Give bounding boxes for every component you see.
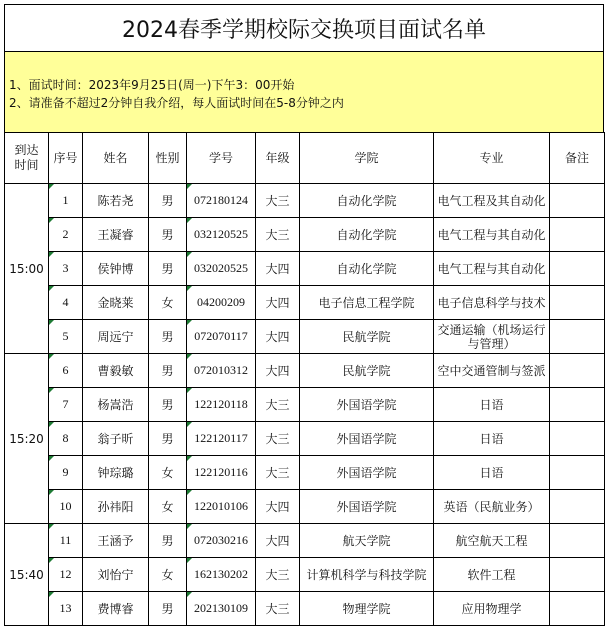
name-cell: 周远宁 [83, 320, 149, 354]
gender-cell: 男 [149, 320, 187, 354]
seq-cell: 12 [49, 558, 83, 592]
header-arrival-time [5, 133, 49, 184]
table-row [5, 422, 605, 456]
grade-cell: 大四 [256, 490, 300, 524]
student-id-cell: 072070117 [187, 320, 256, 354]
major-cell: 航空航天工程 [434, 524, 550, 558]
header-arrival-line1: 到达 [14, 143, 39, 157]
seq-cell: 1 [49, 184, 83, 218]
college-cell: 外国语学院 [300, 456, 434, 490]
table-row [5, 252, 605, 286]
note-line-1: 1、面试时间：2023年9月25日(周一)下午3：00开始 [9, 78, 295, 92]
college-cell: 外国语学院 [300, 490, 434, 524]
major-cell: 日语 [434, 388, 550, 422]
seq-cell: 3 [49, 252, 83, 286]
college-cell: 物理学院 [300, 592, 434, 626]
table-row [5, 456, 605, 490]
gender-cell: 男 [149, 184, 187, 218]
seq-cell: 4 [49, 286, 83, 320]
header-college: 学院 [300, 133, 434, 184]
gender-cell: 男 [149, 388, 187, 422]
student-id-cell: 162130202 [187, 558, 256, 592]
name-cell: 费博睿 [83, 592, 149, 626]
name-cell: 孙祎阳 [83, 490, 149, 524]
remarks-cell [550, 422, 605, 456]
gender-cell: 女 [149, 490, 187, 524]
remarks-cell [550, 184, 605, 218]
college-cell: 自动化学院 [300, 218, 434, 252]
seq-cell: 9 [49, 456, 83, 490]
grade-cell: 大三 [256, 388, 300, 422]
header-seq: 序号 [49, 133, 83, 184]
header-remarks: 备注 [550, 133, 605, 184]
table-row [5, 218, 605, 252]
college-cell: 自动化学院 [300, 184, 434, 218]
student-id-cell: 072030216 [187, 524, 256, 558]
arrival-time-cell: 15:20 [5, 354, 49, 524]
remarks-cell [550, 456, 605, 490]
table-row [5, 184, 605, 218]
remarks-cell [550, 558, 605, 592]
grade-cell: 大四 [256, 286, 300, 320]
seq-cell: 10 [49, 490, 83, 524]
grade-cell: 大四 [256, 252, 300, 286]
gender-cell: 女 [149, 558, 187, 592]
table-row [5, 524, 605, 558]
gender-cell: 男 [149, 354, 187, 388]
arrival-time-cell: 15:00 [5, 184, 49, 354]
header-student-id: 学号 [187, 133, 256, 184]
student-id-cell: 122120116 [187, 456, 256, 490]
seq-cell: 2 [49, 218, 83, 252]
major-cell-line1: 交通运输（机场运行 [437, 322, 546, 337]
remarks-cell [550, 490, 605, 524]
header-gender: 性别 [149, 133, 187, 184]
header-row [5, 133, 605, 184]
major-cell: 应用物理学 [434, 592, 550, 626]
college-cell: 民航学院 [300, 320, 434, 354]
table-row [5, 592, 605, 626]
table-row [5, 490, 605, 524]
table-row [5, 286, 605, 320]
name-cell: 侯钟博 [83, 252, 149, 286]
college-cell: 航天学院 [300, 524, 434, 558]
name-cell: 陈若尧 [83, 184, 149, 218]
seq-cell: 13 [49, 592, 83, 626]
seq-cell: 11 [49, 524, 83, 558]
student-id-cell: 032120525 [187, 218, 256, 252]
name-cell: 王凝睿 [83, 218, 149, 252]
name-cell: 曹毅敏 [83, 354, 149, 388]
name-cell: 刘怡宁 [83, 558, 149, 592]
grade-cell: 大三 [256, 456, 300, 490]
major-cell: 电气工程与其自动化 [434, 218, 550, 252]
header-grade: 年级 [256, 133, 300, 184]
grade-cell: 大四 [256, 320, 300, 354]
table-row [5, 354, 605, 388]
arrival-time-cell: 15:40 [5, 524, 49, 626]
major-cell: 电气工程与其自动化 [434, 252, 550, 286]
gender-cell: 男 [149, 592, 187, 626]
seq-cell: 5 [49, 320, 83, 354]
grade-cell: 大三 [256, 422, 300, 456]
major-cell: 日语 [434, 456, 550, 490]
major-cell: 电气工程及其自动化 [434, 184, 550, 218]
student-id-cell: 04200209 [187, 286, 256, 320]
student-id-cell: 072180124 [187, 184, 256, 218]
grade-cell: 大三 [256, 184, 300, 218]
major-cell: 空中交通管制与签派 [434, 354, 550, 388]
remarks-cell [550, 218, 605, 252]
notes-box [4, 52, 604, 132]
interview-table [4, 132, 605, 626]
remarks-cell [550, 286, 605, 320]
grade-cell: 大三 [256, 558, 300, 592]
name-cell: 王涵予 [83, 524, 149, 558]
major-cell: 软件工程 [434, 558, 550, 592]
student-id-cell: 122120118 [187, 388, 256, 422]
seq-cell: 6 [49, 354, 83, 388]
sheet-title: 2024春季学期校际交换项目面试名单 [4, 4, 604, 52]
header-major: 专业 [434, 133, 550, 184]
gender-cell: 男 [149, 422, 187, 456]
remarks-cell [550, 524, 605, 558]
name-cell: 钟琮璐 [83, 456, 149, 490]
header-name: 姓名 [83, 133, 149, 184]
gender-cell: 男 [149, 218, 187, 252]
seq-cell: 7 [49, 388, 83, 422]
college-cell: 外国语学院 [300, 422, 434, 456]
name-cell: 杨嵩浩 [83, 388, 149, 422]
gender-cell: 女 [149, 456, 187, 490]
student-id-cell: 122120117 [187, 422, 256, 456]
major-cell [434, 320, 550, 354]
major-cell: 电子信息科学与技术 [434, 286, 550, 320]
grade-cell: 大三 [256, 218, 300, 252]
student-id-cell: 072010312 [187, 354, 256, 388]
student-id-cell: 032020525 [187, 252, 256, 286]
major-cell: 日语 [434, 422, 550, 456]
table-row [5, 388, 605, 422]
college-cell: 外国语学院 [300, 388, 434, 422]
seq-cell: 8 [49, 422, 83, 456]
remarks-cell [550, 320, 605, 354]
grade-cell: 大四 [256, 354, 300, 388]
remarks-cell [550, 388, 605, 422]
student-id-cell: 122010106 [187, 490, 256, 524]
grade-cell: 大四 [256, 524, 300, 558]
college-cell: 计算机科学与科技学院 [300, 558, 434, 592]
major-cell-line2: 与管理） [467, 336, 516, 351]
name-cell: 翁子昕 [83, 422, 149, 456]
note-line-2: 2、请准备不超过2分钟自我介绍，每人面试时间在5-8分钟之内 [9, 96, 344, 110]
gender-cell: 男 [149, 524, 187, 558]
header-arrival-line2: 时间 [14, 158, 39, 172]
college-cell: 民航学院 [300, 354, 434, 388]
gender-cell: 女 [149, 286, 187, 320]
major-cell: 英语（民航业务） [434, 490, 550, 524]
remarks-cell [550, 592, 605, 626]
remarks-cell [550, 354, 605, 388]
gender-cell: 男 [149, 252, 187, 286]
college-cell: 电子信息工程学院 [300, 286, 434, 320]
table-row [5, 320, 605, 354]
table-row [5, 558, 605, 592]
grade-cell: 大三 [256, 592, 300, 626]
remarks-cell [550, 252, 605, 286]
college-cell: 自动化学院 [300, 252, 434, 286]
name-cell: 金晓莱 [83, 286, 149, 320]
student-id-cell: 202130109 [187, 592, 256, 626]
